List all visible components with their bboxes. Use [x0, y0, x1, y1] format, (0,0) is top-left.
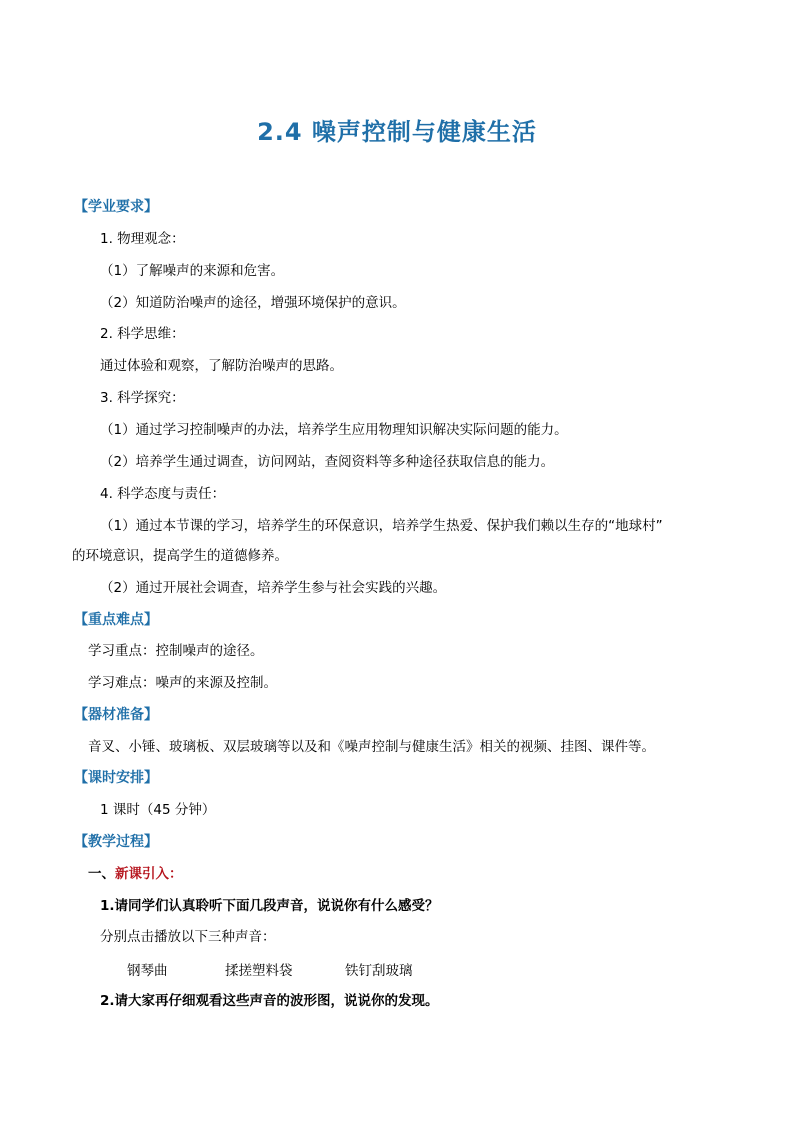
- question-1-hint: 分别点击播放以下三种声音：: [100, 929, 276, 945]
- schedule-text: 1 课时（45 分钟）: [100, 802, 216, 818]
- question-1: 1.请同学们认真聆听下面几段声音，说说你有什么感受？: [100, 898, 439, 914]
- sound-option-piano[interactable]: 钢琴曲: [127, 963, 168, 979]
- page-title: 2.4 噪声控制与健康生活: [257, 118, 537, 146]
- requirement-item-4a: （1）通过本节课的学习，培养学生的环保意识，培养学生热爱、保护我们赖以生存的“地球村”: [100, 518, 663, 534]
- section-heading-process: 【教学过程】: [74, 834, 158, 850]
- key-point-focus: 学习重点：控制噪声的途径。: [88, 643, 264, 659]
- requirement-item-1: 1. 物理观念：: [100, 231, 185, 247]
- section-heading-schedule: 【课时安排】: [74, 770, 158, 786]
- question-2: 2.请大家再仔细观看这些声音的波形图，说说你的发现。: [100, 993, 439, 1009]
- sound-option-plastic-bag[interactable]: 揉搓塑料袋: [225, 963, 293, 979]
- requirement-item-3a: （1）通过学习控制噪声的办法，培养学生应用物理知识解决实际问题的能力。: [100, 422, 568, 438]
- requirement-item-2: 2. 科学思维：: [100, 326, 185, 342]
- key-point-difficulty: 学习难点：噪声的来源及控制。: [88, 675, 277, 691]
- intro-line: [88, 864, 183, 884]
- section-heading-equipment: 【器材准备】: [74, 707, 158, 723]
- requirement-item-4: 4. 科学态度与责任：: [100, 486, 226, 502]
- requirement-item-3: 3. 科学探究：: [100, 390, 185, 406]
- requirement-item-1a: （1）了解噪声的来源和危害。: [100, 263, 285, 279]
- requirement-item-3b: （2）培养学生通过调查，访问网站，查阅资料等多种途径获取信息的能力。: [100, 454, 555, 470]
- equipment-text: 音叉、小锤、玻璃板、双层玻璃等以及和《噪声控制与健康生活》相关的视频、挂图、课件等。: [88, 739, 655, 755]
- requirement-item-2a: 通过体验和观察，了解防治噪声的思路。: [100, 358, 343, 374]
- section-heading-key-points: 【重点难点】: [74, 612, 158, 628]
- sound-option-nail-glass[interactable]: 铁钉刮玻璃: [345, 963, 413, 979]
- intro-label: 新课引入：: [115, 866, 183, 882]
- intro-prefix: 一、: [88, 866, 115, 882]
- requirement-item-1b: （2）知道防治噪声的途径，增强环境保护的意识。: [100, 295, 406, 311]
- requirement-item-4b: （2）通过开展社会调查，培养学生参与社会实践的兴趣。: [100, 580, 447, 596]
- section-heading-requirements: 【学业要求】: [74, 199, 158, 215]
- requirement-item-4a-cont: 的环境意识，提高学生的道德修养。: [72, 548, 288, 564]
